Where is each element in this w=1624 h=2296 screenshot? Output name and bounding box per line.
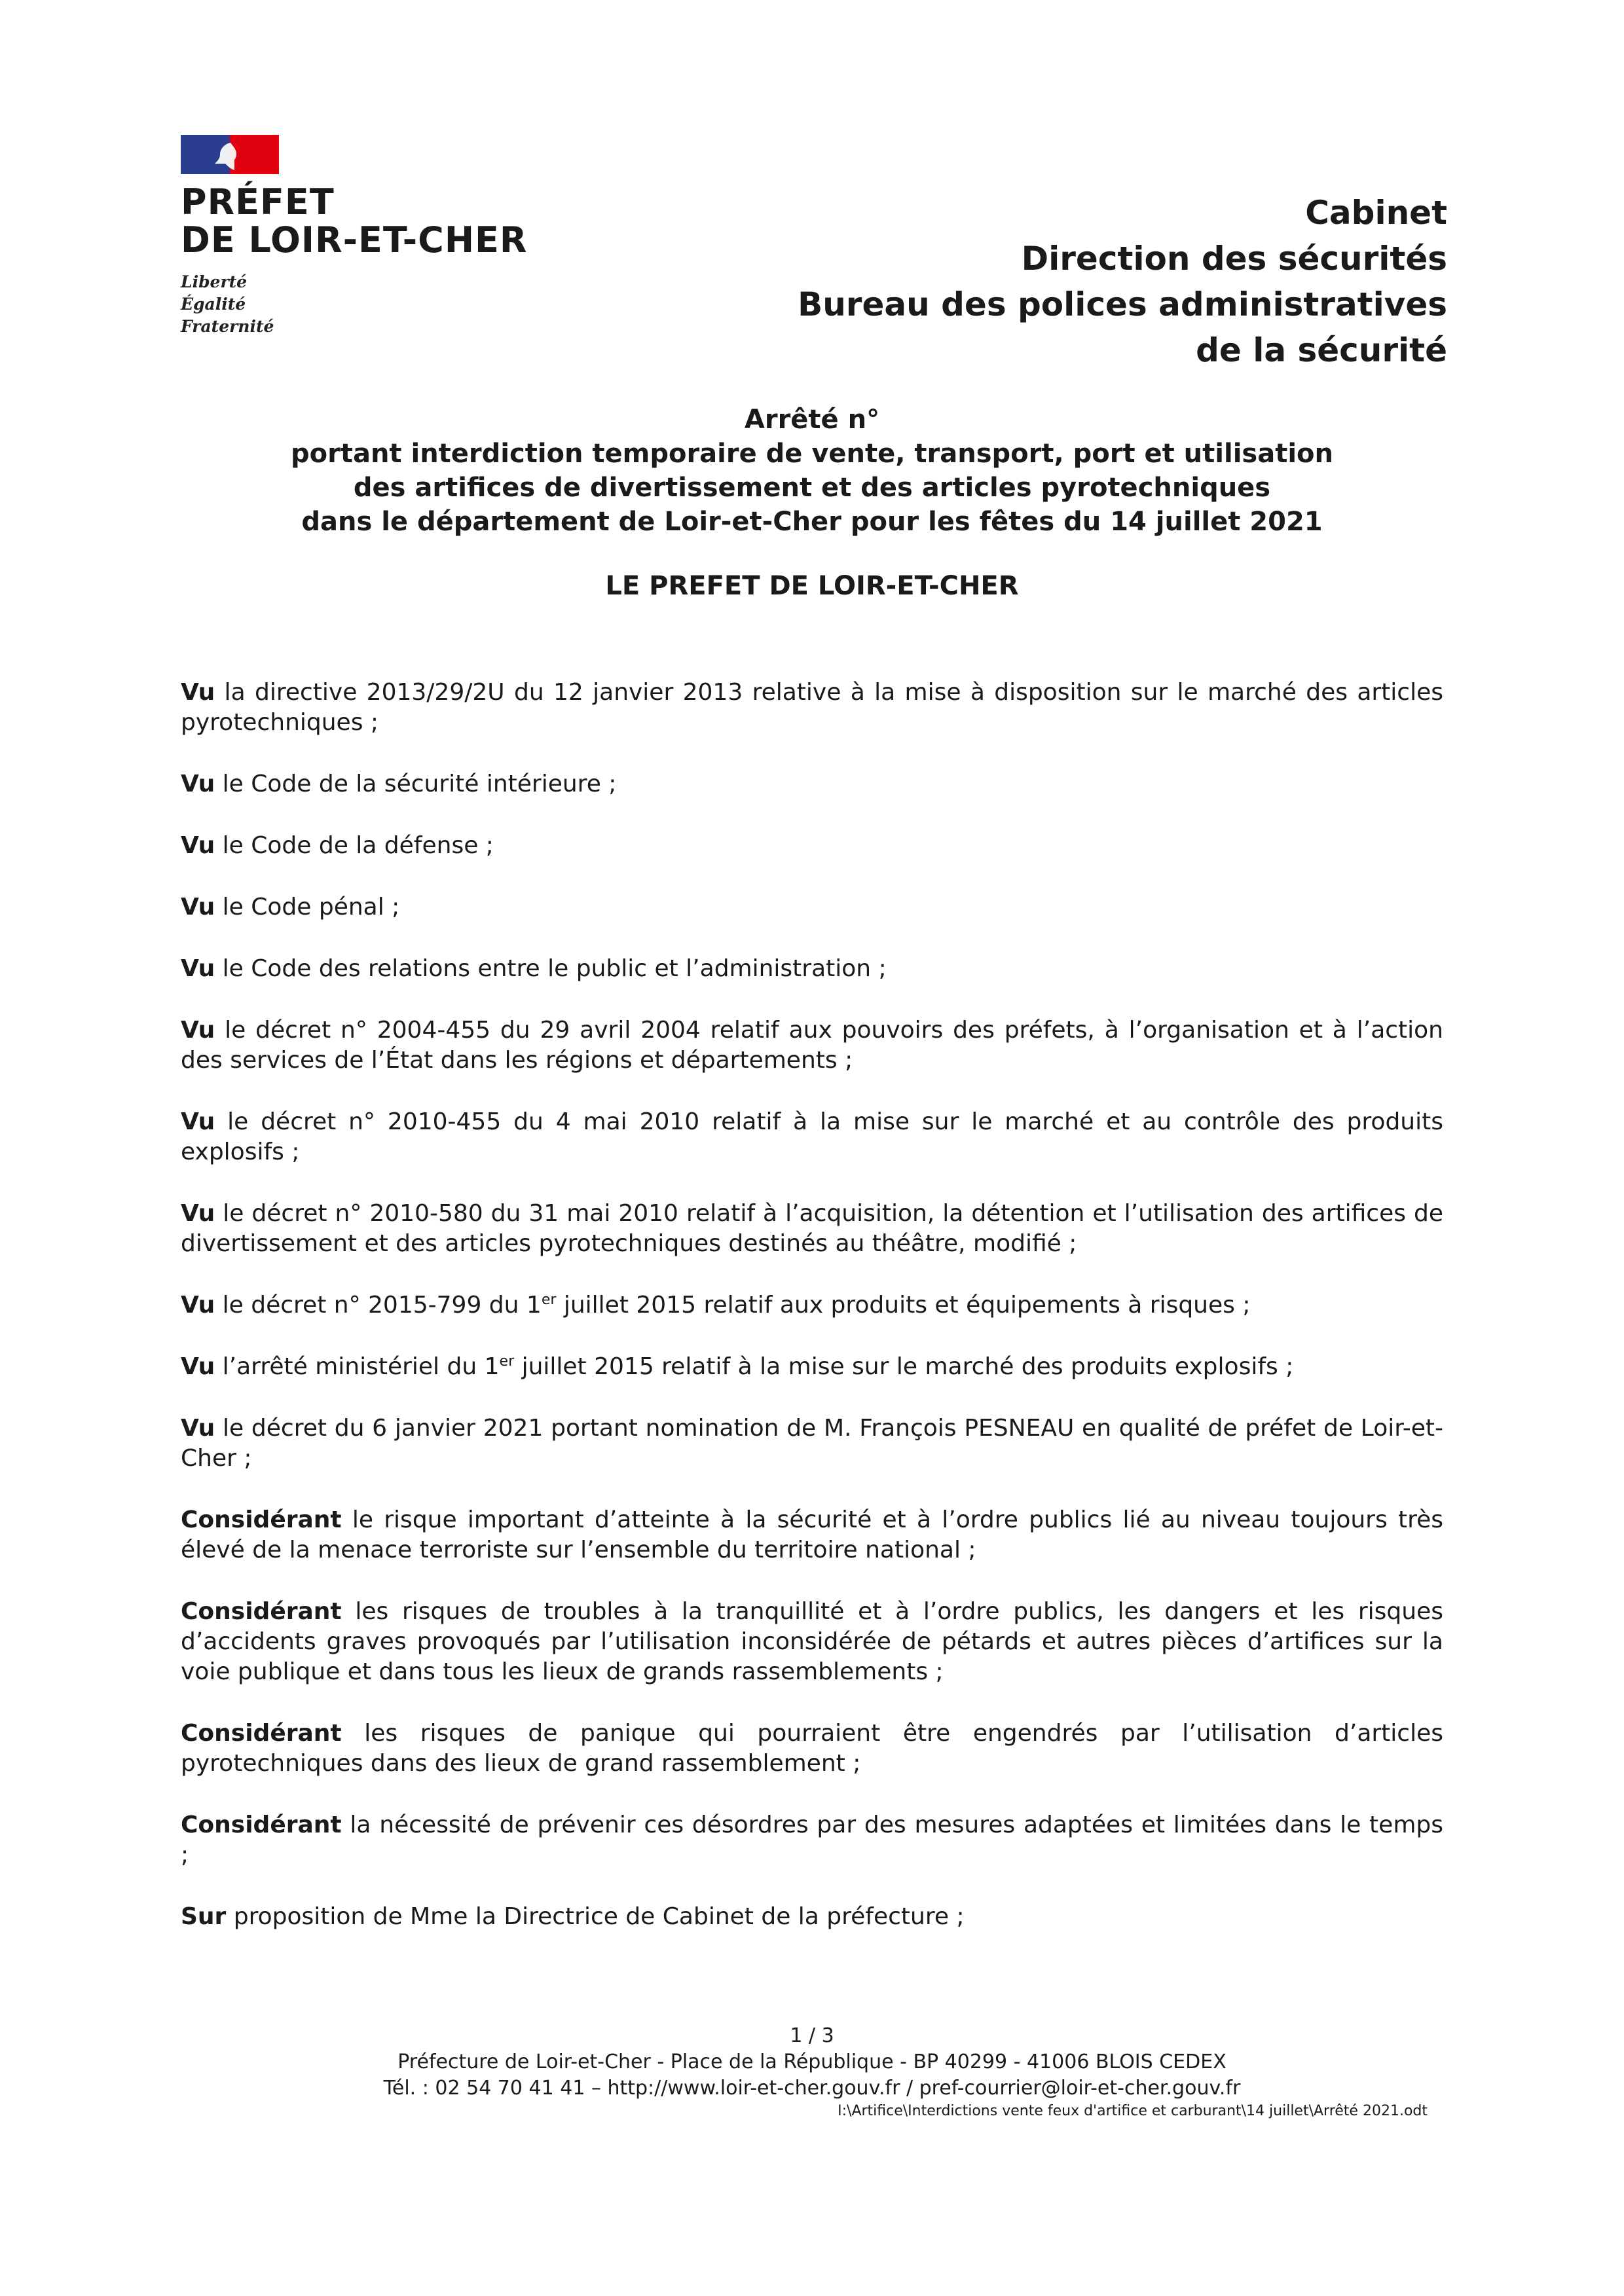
- paragraph-lead: Vu: [181, 679, 215, 706]
- paragraph-text: le Code de la sécurité intérieure ;: [215, 771, 617, 797]
- paragraph-lead: Considérant: [181, 1506, 342, 1533]
- paragraph: [181, 831, 1443, 861]
- arrete-subject-line-1: portant interdiction temporaire de vente, transport, port et utilisation: [291, 439, 1333, 469]
- arrete-number: Arrêté n°: [744, 405, 880, 435]
- paragraph-lead: Vu: [181, 894, 215, 920]
- paragraph-text-continued: juillet 2015 relatif aux produits et équipements à risques ;: [556, 1292, 1251, 1319]
- ordinal-superscript: er: [541, 1292, 557, 1308]
- paragraph: [181, 892, 1443, 922]
- prefet-line-1: PRÉFET: [181, 181, 335, 223]
- paragraph-text: le Code de la défense ;: [215, 832, 494, 859]
- paragraph-text: le décret n° 2010-455 du 4 mai 2010 relatif à la mise sur le marché et au contrôle des produits explosifs ;: [181, 1108, 1443, 1165]
- paragraph: [181, 1199, 1443, 1259]
- paragraph: [181, 1719, 1443, 1779]
- paragraph: [181, 1902, 1443, 1932]
- paragraph-text: le décret du 6 janvier 2021 portant nomination de M. François PESNEAU en qualité de préfet de Loir-et-Cher ;: [181, 1415, 1443, 1472]
- paragraph: [181, 678, 1443, 738]
- prefet-title: [181, 183, 527, 259]
- footer-contact: Tél. : 02 54 70 41 41 – http://www.loir-et-cher.gouv.fr / pref-courrier@loir-et-cher.gouv.fr: [383, 2077, 1241, 2100]
- paragraph-text: le risque important d’atteinte à la sécurité et à l’ordre publics lié au niveau toujours très élevé de la menace terroriste sur l’ensemble du territoire national ;: [181, 1506, 1443, 1563]
- paragraph-text: les risques de troubles à la tranquillité et à l’ordre publics, les dangers et les risques d’accidents graves provoqués par l’utilisation inconsidérée de pétards et autres pièces d’artifices sur la voie publique et dans tous les lieux de grands rassemblements ;: [181, 1598, 1443, 1685]
- paragraph-lead: Vu: [181, 1200, 215, 1227]
- considerations-body: [181, 678, 1443, 1963]
- republic-motto: [181, 271, 527, 338]
- arrete-subject-line-3: dans le département de Loir-et-Cher pour les fêtes du 14 juillet 2021: [301, 507, 1323, 537]
- service-line-2: Direction des sécurités: [1021, 240, 1447, 278]
- motto-liberte: Liberté: [181, 272, 248, 291]
- paragraph: [181, 1352, 1443, 1382]
- paragraph-text: le Code des relations entre le public et l’administration ;: [215, 955, 887, 982]
- paragraph-text: le Code pénal ;: [215, 894, 400, 920]
- paragraph-lead: Vu: [181, 1415, 215, 1442]
- arrete-title: [183, 403, 1441, 603]
- paragraph: [181, 954, 1443, 984]
- footer-address: Préfecture de Loir-et-Cher - Place de la République - BP 40299 - 41006 BLOIS CEDEX: [397, 2050, 1227, 2073]
- paragraph-lead: Vu: [181, 1292, 215, 1319]
- paragraph-lead: Considérant: [181, 1598, 342, 1625]
- paragraph-text: la nécessité de prévenir ces désordres par des mesures adaptées et limitées dans le temps ;: [181, 1812, 1443, 1868]
- paragraph-text: l’arrêté ministériel du 1: [215, 1353, 500, 1380]
- paragraph-text-continued: juillet 2015 relatif à la mise sur le marché des produits explosifs ;: [514, 1353, 1294, 1380]
- paragraph-lead: Considérant: [181, 1720, 342, 1747]
- paragraph-lead: Vu: [181, 955, 215, 982]
- arrete-subject-line-2: des artifices de divertissement et des articles pyrotechniques: [353, 473, 1271, 503]
- paragraph-lead: Vu: [181, 1108, 215, 1135]
- paragraph-lead: Vu: [181, 1353, 215, 1380]
- paragraph: [181, 1413, 1443, 1474]
- paragraph-text: le décret n° 2010-580 du 31 mai 2010 relatif à l’acquisition, la détention et l’utilisation des artifices de divertissement et des articles pyrotechniques destinés au théâtre, modifié ;: [181, 1200, 1443, 1257]
- le-prefet-heading: LE PREFET DE LOIR-ET-CHER: [605, 571, 1019, 601]
- paragraph: [181, 1505, 1443, 1565]
- paragraph: [181, 1810, 1443, 1870]
- paragraph: [181, 1290, 1443, 1321]
- paragraph-lead: Vu: [181, 832, 215, 859]
- service-line-3: Bureau des polices administratives: [798, 285, 1447, 323]
- paragraph: [181, 769, 1443, 799]
- service-header: [798, 190, 1447, 373]
- paragraph-lead: Vu: [181, 1017, 215, 1044]
- paragraph-lead: Vu: [181, 771, 215, 797]
- paragraph-lead: Sur: [181, 1903, 227, 1930]
- paragraph: [181, 1597, 1443, 1687]
- ordinal-superscript: er: [499, 1353, 515, 1370]
- prefet-line-2: DE LOIR-ET-CHER: [181, 219, 528, 261]
- paragraph-lead: Considérant: [181, 1812, 342, 1838]
- service-line-4: de la sécurité: [1196, 331, 1447, 369]
- paragraph: [181, 1015, 1443, 1076]
- motto-fraternite: Fraternité: [181, 317, 274, 336]
- motto-egalite: Égalité: [181, 295, 246, 314]
- service-line-1: Cabinet: [1305, 194, 1447, 232]
- paragraph: [181, 1107, 1443, 1167]
- file-path: I:\Artifice\Interdictions vente feux d'artifice et carburant\14 juillet\Arrêté 2021.odt: [838, 2103, 1428, 2119]
- paragraph-text: proposition de Mme la Directrice de Cabinet de la préfecture ;: [226, 1903, 965, 1930]
- page-footer: [183, 2023, 1441, 2121]
- paragraph-text: le décret n° 2004-455 du 29 avril 2004 relatif aux pouvoirs des préfets, à l’organisation et à l’action des services de l’État dans les régions et départements ;: [181, 1017, 1443, 1074]
- marianne-flag-icon: [181, 135, 279, 174]
- page-number: 1 / 3: [790, 2024, 834, 2047]
- paragraph-text: le décret n° 2015-799 du 1: [215, 1292, 542, 1319]
- paragraph-text: les risques de panique qui pourraient être engendrés par l’utilisation d’articles pyrotechniques dans des lieux de grand rassemblement ;: [181, 1720, 1443, 1777]
- paragraph-text: la directive 2013/29/2U du 12 janvier 2013 relative à la mise à disposition sur le marché des articles pyrotechniques ;: [181, 679, 1443, 736]
- prefecture-logo: [181, 135, 527, 338]
